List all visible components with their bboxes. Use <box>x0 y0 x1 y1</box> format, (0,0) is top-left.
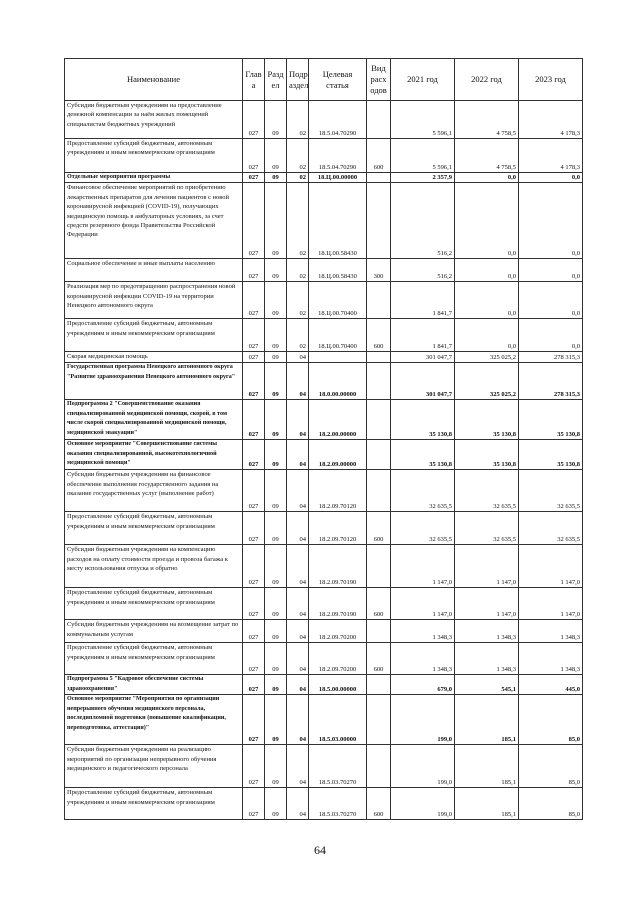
cell-article: 18.2.00.00000 <box>309 400 367 440</box>
cell-name: Предоставление субсидий бюджетным, автономным учреждениям и иным некоммерческим организациям <box>65 588 243 620</box>
cell-article: 18.2.09.70200 <box>309 643 367 675</box>
cell-section: 09 <box>265 440 287 470</box>
col-header-chapter: Глав а <box>243 59 265 101</box>
cell-2023: 1 348,3 <box>519 643 583 675</box>
cell-2021: 35 130,8 <box>391 400 455 440</box>
cell-chapter: 027 <box>243 363 265 400</box>
cell-article: 18.0.00.00000 <box>309 363 367 400</box>
cell-2023: 4 178,3 <box>519 101 583 139</box>
table-row <box>65 512 583 545</box>
cell-section: 09 <box>265 788 287 820</box>
cell-2022: 4 758,5 <box>455 101 519 139</box>
cell-article: 18.Ц.00.00000 <box>309 173 367 183</box>
cell-name: Предоставление субсидий бюджетным, автономным учреждениям и иным некоммерческим организациям <box>65 139 243 173</box>
cell-name: Субсидии бюджетным учреждениям на компенсацию расходов на оплату стоимости проезда и провоза багажа к месту использования отпуска и обратно <box>65 545 243 588</box>
cell-name: Субсидии бюджетным учреждениям на возмещение затрат по коммунальным услугам <box>65 620 243 643</box>
cell-chapter: 027 <box>243 173 265 183</box>
cell-2021: 32 635,5 <box>391 512 455 545</box>
cell-name: Реализация мер по предотвращению распространения новой коронавирусной инфекции COVID-19 на территории Ненецкого автономного округа <box>65 282 243 319</box>
table-row <box>65 139 583 173</box>
cell-article: 18.5.03.00000 <box>309 695 367 745</box>
cell-2022: 35 130,8 <box>455 400 519 440</box>
cell-2021: 1 348,3 <box>391 620 455 643</box>
cell-chapter: 027 <box>243 545 265 588</box>
cell-subsection: 02 <box>287 183 309 259</box>
cell-2022: 1 348,3 <box>455 620 519 643</box>
budget-table <box>64 58 583 820</box>
cell-2022: 545,1 <box>455 675 519 695</box>
cell-2021: 5 596,1 <box>391 101 455 139</box>
cell-2021: 1 348,3 <box>391 643 455 675</box>
cell-2021: 2 357,9 <box>391 173 455 183</box>
cell-expense-type <box>367 545 391 588</box>
cell-name: Основное мероприятие "Мероприятия по организации непрерывного обучения медицинского персонала, последипломной подготовки (повышение квалификации, переподготовка, аттестация)" <box>65 695 243 745</box>
cell-2022: 32 635,5 <box>455 470 519 512</box>
cell-section: 09 <box>265 545 287 588</box>
cell-expense-type: 600 <box>367 139 391 173</box>
cell-article: 18.Ц.00.58430 <box>309 259 367 282</box>
col-header-2022: 2022 год <box>455 59 519 101</box>
cell-expense-type <box>367 675 391 695</box>
cell-section: 09 <box>265 588 287 620</box>
cell-section: 09 <box>265 745 287 788</box>
cell-name: Государственная программа Ненецкого автономного округа "Развитие здравоохранения Ненецкого автономного округа" <box>65 363 243 400</box>
cell-section: 09 <box>265 319 287 352</box>
table-row <box>65 643 583 675</box>
cell-article: 18.2.09.70190 <box>309 588 367 620</box>
cell-section: 09 <box>265 695 287 745</box>
cell-name: Социальное обеспечение и иные выплаты населению <box>65 259 243 282</box>
cell-2023: 1 147,0 <box>519 545 583 588</box>
cell-2021: 516,2 <box>391 183 455 259</box>
cell-section: 09 <box>265 470 287 512</box>
cell-2021: 301 047,7 <box>391 363 455 400</box>
cell-name: Отдельные мероприятия программы <box>65 173 243 183</box>
cell-name: Субсидии бюджетным учреждениям на финансовое обеспечение выполнения государственного задания на оказание государственных услуг (выполнение работ) <box>65 470 243 512</box>
cell-chapter: 027 <box>243 788 265 820</box>
cell-2022: 0,0 <box>455 282 519 319</box>
cell-article: 18.2.09.70200 <box>309 620 367 643</box>
cell-2023: 278 315,3 <box>519 352 583 363</box>
col-header-section: Разд ел <box>265 59 287 101</box>
cell-2023: 35 130,8 <box>519 400 583 440</box>
cell-section: 09 <box>265 101 287 139</box>
cell-name: Подпрограмма 5 "Кадровое обеспечение системы здравоохранения" <box>65 675 243 695</box>
cell-chapter: 027 <box>243 352 265 363</box>
cell-2021: 35 130,8 <box>391 440 455 470</box>
table-row <box>65 363 583 400</box>
cell-article: 18.5.00.00000 <box>309 675 367 695</box>
cell-expense-type <box>367 470 391 512</box>
cell-2022: 185,1 <box>455 788 519 820</box>
cell-name: Предоставление субсидий бюджетным, автономным учреждениям и иным некоммерческим организациям <box>65 319 243 352</box>
cell-subsection: 04 <box>287 352 309 363</box>
col-header-article: Целевая статья <box>309 59 367 101</box>
table-row <box>65 259 583 282</box>
cell-subsection: 04 <box>287 545 309 588</box>
cell-expense-type <box>367 620 391 643</box>
cell-chapter: 027 <box>243 319 265 352</box>
cell-2023: 278 315,3 <box>519 363 583 400</box>
cell-2023: 85,0 <box>519 788 583 820</box>
col-header-2023: 2023 год <box>519 59 583 101</box>
cell-2021: 1 147,0 <box>391 588 455 620</box>
cell-chapter: 027 <box>243 440 265 470</box>
cell-chapter: 027 <box>243 470 265 512</box>
cell-name: Скорая медицинская помощь <box>65 352 243 363</box>
cell-subsection: 02 <box>287 139 309 173</box>
cell-section: 09 <box>265 139 287 173</box>
cell-2023: 32 635,5 <box>519 470 583 512</box>
cell-section: 09 <box>265 512 287 545</box>
cell-section: 09 <box>265 259 287 282</box>
col-header-2021: 2021 год <box>391 59 455 101</box>
cell-expense-type: 600 <box>367 588 391 620</box>
table-row <box>65 695 583 745</box>
cell-chapter: 027 <box>243 620 265 643</box>
cell-subsection: 02 <box>287 173 309 183</box>
cell-2022: 32 635,5 <box>455 512 519 545</box>
table-row <box>65 183 583 259</box>
cell-expense-type <box>367 183 391 259</box>
cell-2023: 0,0 <box>519 173 583 183</box>
table-row <box>65 470 583 512</box>
cell-name: Предоставление субсидий бюджетным, автономным учреждениям и иным некоммерческим организациям <box>65 643 243 675</box>
cell-2023: 0,0 <box>519 282 583 319</box>
table-row <box>65 545 583 588</box>
cell-2022: 35 130,8 <box>455 440 519 470</box>
col-header-subsection: Подр аздел <box>287 59 309 101</box>
cell-chapter: 027 <box>243 183 265 259</box>
table-row <box>65 319 583 352</box>
cell-subsection: 04 <box>287 400 309 440</box>
col-header-expense-type: Вид расх одов <box>367 59 391 101</box>
table-row <box>65 400 583 440</box>
cell-expense-type: 600 <box>367 512 391 545</box>
cell-expense-type <box>367 400 391 440</box>
cell-2023: 35 130,8 <box>519 440 583 470</box>
cell-2023: 32 635,5 <box>519 512 583 545</box>
table-row <box>65 675 583 695</box>
cell-2022: 325 025,2 <box>455 352 519 363</box>
table-row <box>65 588 583 620</box>
cell-article: 18.5.04.70290 <box>309 139 367 173</box>
cell-expense-type <box>367 440 391 470</box>
cell-expense-type <box>367 363 391 400</box>
cell-subsection: 04 <box>287 745 309 788</box>
cell-chapter: 027 <box>243 259 265 282</box>
cell-article: 18.Ц.00.58430 <box>309 183 367 259</box>
cell-section: 09 <box>265 173 287 183</box>
cell-2022: 0,0 <box>455 183 519 259</box>
cell-article: 18.2.09.70190 <box>309 545 367 588</box>
cell-chapter: 027 <box>243 695 265 745</box>
cell-2021: 1 841,7 <box>391 282 455 319</box>
cell-expense-type: 300 <box>367 259 391 282</box>
cell-2022: 185,1 <box>455 745 519 788</box>
cell-chapter: 027 <box>243 675 265 695</box>
cell-name: Подпрограмма 2 "Совершенствование оказания специализированной медицинской помощи, скорой, в том числе скорой специализированной медицинской помощи, медицинской эвакуации" <box>65 400 243 440</box>
cell-expense-type <box>367 282 391 319</box>
cell-chapter: 027 <box>243 400 265 440</box>
cell-section: 09 <box>265 363 287 400</box>
cell-article: 18.Ц.00.70400 <box>309 282 367 319</box>
cell-2021: 5 596,1 <box>391 139 455 173</box>
cell-2021: 679,0 <box>391 675 455 695</box>
cell-subsection: 04 <box>287 695 309 745</box>
table-row <box>65 101 583 139</box>
cell-2021: 301 047,7 <box>391 352 455 363</box>
cell-expense-type <box>367 173 391 183</box>
cell-subsection: 02 <box>287 101 309 139</box>
cell-expense-type <box>367 695 391 745</box>
cell-subsection: 04 <box>287 470 309 512</box>
cell-chapter: 027 <box>243 512 265 545</box>
cell-chapter: 027 <box>243 643 265 675</box>
cell-article: 18.5.03.70270 <box>309 745 367 788</box>
table-row <box>65 745 583 788</box>
table-body <box>65 101 583 820</box>
cell-name: Субсидии бюджетным учреждениям на предоставление денежной компенсации за наём жилых помещений специалистам бюджетных учреждений <box>65 101 243 139</box>
cell-chapter: 027 <box>243 139 265 173</box>
cell-expense-type <box>367 745 391 788</box>
cell-section: 09 <box>265 183 287 259</box>
page-number: 64 <box>314 843 326 857</box>
cell-expense-type: 600 <box>367 319 391 352</box>
cell-2021: 199,0 <box>391 695 455 745</box>
cell-chapter: 027 <box>243 101 265 139</box>
cell-article: 18.2.09.00000 <box>309 440 367 470</box>
cell-subsection: 04 <box>287 643 309 675</box>
budget-table-sheet <box>64 58 582 820</box>
cell-2023: 4 178,3 <box>519 139 583 173</box>
cell-article: 18.5.03.70270 <box>309 788 367 820</box>
cell-name: Субсидии бюджетным учреждениям на реализацию мероприятий по организации непрерывного обучения медицинского и педагогического персонала <box>65 745 243 788</box>
cell-article: 18.2.09.70120 <box>309 470 367 512</box>
cell-2023: 0,0 <box>519 183 583 259</box>
cell-2023: 1 348,3 <box>519 620 583 643</box>
col-header-name: Наименование <box>65 59 243 101</box>
table-row <box>65 788 583 820</box>
table-row <box>65 352 583 363</box>
cell-subsection: 02 <box>287 282 309 319</box>
cell-2022: 1 348,3 <box>455 643 519 675</box>
cell-2022: 0,0 <box>455 173 519 183</box>
cell-2021: 1 147,0 <box>391 545 455 588</box>
cell-expense-type <box>367 101 391 139</box>
cell-2021: 199,0 <box>391 745 455 788</box>
cell-article: 18.Ц.00.70400 <box>309 319 367 352</box>
cell-2023: 0,0 <box>519 319 583 352</box>
cell-subsection: 02 <box>287 259 309 282</box>
cell-2022: 1 147,0 <box>455 588 519 620</box>
cell-2022: 0,0 <box>455 319 519 352</box>
cell-section: 09 <box>265 400 287 440</box>
cell-name: Предоставление субсидий бюджетным, автономным учреждениям и иным некоммерческим организациям <box>65 788 243 820</box>
cell-section: 09 <box>265 643 287 675</box>
cell-expense-type: 600 <box>367 788 391 820</box>
cell-2021: 1 841,7 <box>391 319 455 352</box>
cell-subsection: 04 <box>287 512 309 545</box>
cell-2023: 1 147,0 <box>519 588 583 620</box>
cell-2022: 325 025,2 <box>455 363 519 400</box>
table-row <box>65 620 583 643</box>
cell-name: Основное мероприятие "Совершенствование системы оказания специализированной, высокотехнологичной медицинской помощи" <box>65 440 243 470</box>
cell-2023: 445,0 <box>519 675 583 695</box>
cell-2021: 32 635,5 <box>391 470 455 512</box>
cell-2021: 199,0 <box>391 788 455 820</box>
cell-article: 18.5.04.70290 <box>309 101 367 139</box>
cell-expense-type: 600 <box>367 643 391 675</box>
cell-subsection: 04 <box>287 620 309 643</box>
cell-2022: 4 758,5 <box>455 139 519 173</box>
table-row <box>65 440 583 470</box>
cell-subsection: 04 <box>287 363 309 400</box>
cell-2021: 516,2 <box>391 259 455 282</box>
cell-article: 18.2.09.70120 <box>309 512 367 545</box>
cell-section: 09 <box>265 282 287 319</box>
cell-subsection: 04 <box>287 588 309 620</box>
cell-2023: 0,0 <box>519 259 583 282</box>
cell-subsection: 04 <box>287 788 309 820</box>
cell-expense-type <box>367 352 391 363</box>
cell-subsection: 04 <box>287 440 309 470</box>
cell-chapter: 027 <box>243 745 265 788</box>
table-header-row <box>65 59 583 101</box>
cell-2022: 0,0 <box>455 259 519 282</box>
cell-name: Предоставление субсидий бюджетным, автономным учреждениям и иным некоммерческим организациям <box>65 512 243 545</box>
cell-name: Финансовое обеспечение мероприятий по приобретению лекарственных препаратов для лечения пациентов с новой коронавирусной инфекцией (COVID-19), получающих медицинскую помощь в амбулаторных условиях, за счет средств резервного фонда Правительства Российской Федерации <box>65 183 243 259</box>
table-row <box>65 173 583 183</box>
cell-2022: 1 147,0 <box>455 545 519 588</box>
cell-2023: 85,0 <box>519 745 583 788</box>
cell-chapter: 027 <box>243 282 265 319</box>
table-row <box>65 282 583 319</box>
cell-chapter: 027 <box>243 588 265 620</box>
cell-section: 09 <box>265 675 287 695</box>
cell-2022: 185,1 <box>455 695 519 745</box>
cell-section: 09 <box>265 620 287 643</box>
cell-2023: 85,0 <box>519 695 583 745</box>
cell-section: 09 <box>265 352 287 363</box>
cell-subsection: 04 <box>287 675 309 695</box>
cell-article <box>309 352 367 363</box>
cell-subsection: 02 <box>287 319 309 352</box>
